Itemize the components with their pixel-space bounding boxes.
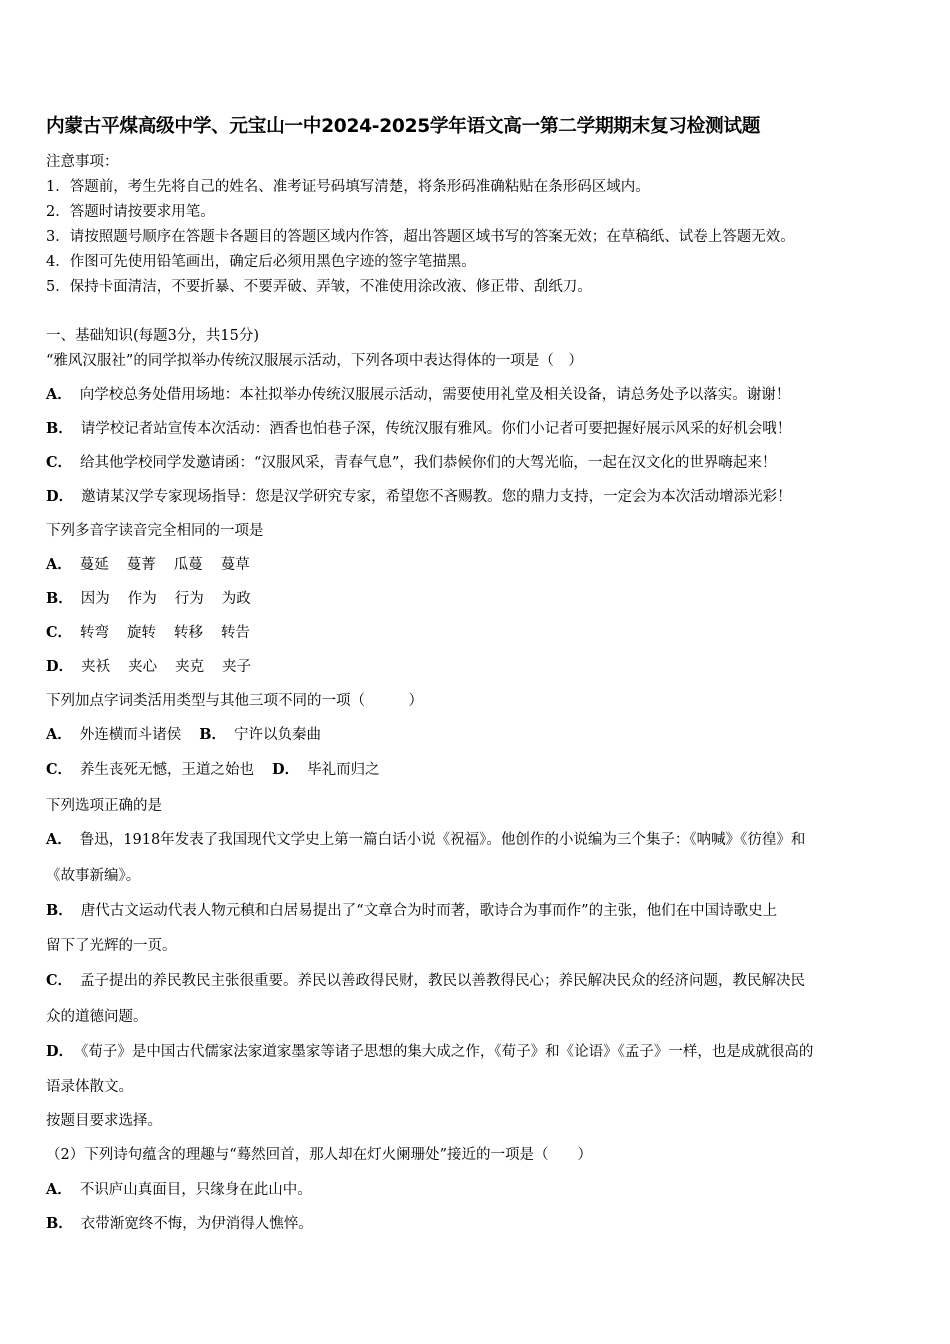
sub-question-stem: （2）下列诗句蕴含的理趣与“蓦然回首，那人却在灯火阑珊处”接近的一项是（ ） (46, 1147, 593, 1163)
option-word: 夹克 (175, 659, 205, 675)
option-word: 蔓菁 (126, 557, 156, 573)
option-continuation: 《故事新编》。 (46, 868, 141, 884)
option-letter: A． (46, 556, 72, 573)
option-continuation: 语录体散文。 (46, 1079, 133, 1095)
option-word: 蔓延 (79, 557, 109, 573)
answer-option (46, 1214, 313, 1234)
notice-item: 1．答题前，考生先将自己的姓名、准考证号码填写清楚，将条形码准确粘贴在条形码区域内。 (46, 179, 650, 195)
answer-option (46, 487, 792, 507)
option-letter: A． (46, 386, 72, 403)
option-continuation: 留下了光辉的一页。 (46, 938, 177, 954)
option-letter: D． (46, 1043, 74, 1060)
option-letter: B． (46, 590, 73, 607)
answer-option-row (46, 725, 321, 745)
notice-item: 4．作图可先使用铅笔画出，确定后必须用黑色字迹的签字笔描黑。 (46, 254, 476, 270)
option-text: 给其他学校同学发邀请函：“汉服风采，青春气息”，我们恭候你们的大驾光临，一起在汉文化的世界嗨起来！ (80, 455, 777, 471)
option-word: 夹心 (128, 659, 158, 675)
option-letter: C． (46, 972, 73, 989)
option-letter: C． (46, 761, 73, 778)
option-text: 邀请某汉学专家现场指导：您是汉学研究专家，希望您不吝赐教。您的鼎力支持，一定会为本次活动增添光彩！ (81, 489, 792, 505)
option-text: 不识庐山真面目，只缘身在此山中。 (79, 1182, 312, 1198)
option-letter: B． (46, 902, 73, 919)
question-stem: 下列选项正确的是 (46, 798, 162, 814)
answer-option (46, 1180, 312, 1200)
option-word: 作为 (127, 591, 157, 607)
option-letter: A． (46, 831, 72, 848)
option-continuation: 众的道德问题。 (46, 1009, 148, 1025)
option-letter: B． (46, 1215, 73, 1232)
option-text: 宁许以负秦曲 (234, 727, 322, 743)
option-word: 因为 (80, 591, 110, 607)
option-text: 外连横而斗诸侯 (79, 727, 182, 743)
question-stem: 下列加点字词类活用类型与其他三项不同的一项（ ） (46, 693, 423, 709)
option-text: 孟子提出的养民教民主张很重要。养民以善政得民财，教民以善教得民心；养民解决民众的经济问题，教民解决民 (80, 973, 806, 989)
question-stem: 下列多音字读音完全相同的一项是 (46, 523, 264, 539)
option-word: 夹袄 (81, 659, 111, 675)
option-word: 行为 (174, 591, 204, 607)
option-text: 《荀子》是中国古代儒家法家道家墨家等诸子思想的集大成之作，《荀子》和《论语》《孟子》一样，也是成就很高的 (81, 1044, 814, 1060)
option-letter: A． (46, 1181, 72, 1198)
notice-item: 2．答题时请按要求用笔。 (46, 204, 215, 220)
option-letter: D． (46, 658, 74, 675)
answer-option (46, 901, 777, 921)
notice-heading: 注意事项： (46, 154, 119, 170)
answer-option (46, 623, 250, 643)
answer-option (46, 657, 251, 677)
option-text: 向学校总务处借用场地：本社拟举办传统汉服展示活动，需要使用礼堂及相关设备，请总务处予以落实。谢谢！ (79, 387, 791, 403)
option-text: 衣带渐宽终不悔，为伊消得人憔悴。 (80, 1216, 313, 1232)
answer-option (46, 385, 790, 405)
answer-option-row (46, 760, 380, 780)
notice-item: 3．请按照题号顺序在答题卡各题目的答题区域内作答，超出答题区域书写的答案无效；在草稿纸、试卷上答题无效。 (46, 229, 795, 245)
answer-option (46, 453, 776, 473)
option-text: 毕礼而归之 (307, 762, 380, 778)
option-text: 请学校记者站宣传本次活动：酒香也怕巷子深，传统汉服有雅风。你们小记者可要把握好展示风采的好机会哦！ (80, 421, 792, 437)
option-letter: D． (46, 488, 74, 505)
answer-option (46, 1042, 813, 1062)
answer-option (46, 555, 250, 575)
option-text: 养生丧死无憾，王道之始也 (80, 762, 255, 778)
answer-option (46, 589, 251, 609)
option-word: 转告 (221, 625, 251, 641)
option-word: 瓜蔓 (173, 557, 203, 573)
option-word: 夹子 (222, 659, 252, 675)
option-letter: D． (272, 761, 300, 778)
option-letter: C． (46, 454, 73, 471)
answer-option (46, 830, 805, 850)
page-title: 内蒙古平煤高级中学、元宝山一中2024-2025学年语文高一第二学期期末复习检测试题 (46, 116, 761, 137)
option-word: 旋转 (127, 625, 157, 641)
option-word: 蔓草 (220, 557, 250, 573)
option-letter: B． (46, 420, 73, 437)
option-letter: B． (199, 726, 227, 743)
option-letter: A． (46, 726, 72, 743)
answer-option (46, 971, 805, 991)
question-stem: 按题目要求选择。 (46, 1113, 162, 1129)
option-word: 转移 (174, 625, 204, 641)
option-text: 唐代古文运动代表人物元稹和白居易提出了“文章合为时而著，歌诗合为事而作”的主张，他们在中国诗歌史上 (80, 903, 778, 919)
question-stem: “雅风汉服社”的同学拟举办传统汉服展示活动，下列各项中表达得体的一项是（ ） (46, 353, 583, 369)
answer-option (46, 419, 791, 439)
option-word: 转弯 (80, 625, 110, 641)
section-heading: 一、基础知识(每题3分，共15分) (46, 328, 259, 344)
option-text: 鲁迅，1918年发表了我国现代文学史上第一篇白话小说《祝福》。他创作的小说编为三个集子：《呐喊》《彷徨》和 (79, 832, 806, 848)
option-letter: C． (46, 624, 73, 641)
option-word: 为政 (221, 591, 251, 607)
notice-item: 5．保持卡面清洁，不要折暴、不要弄破、弄皱，不准使用涂改液、修正带、刮纸刀。 (46, 279, 592, 295)
